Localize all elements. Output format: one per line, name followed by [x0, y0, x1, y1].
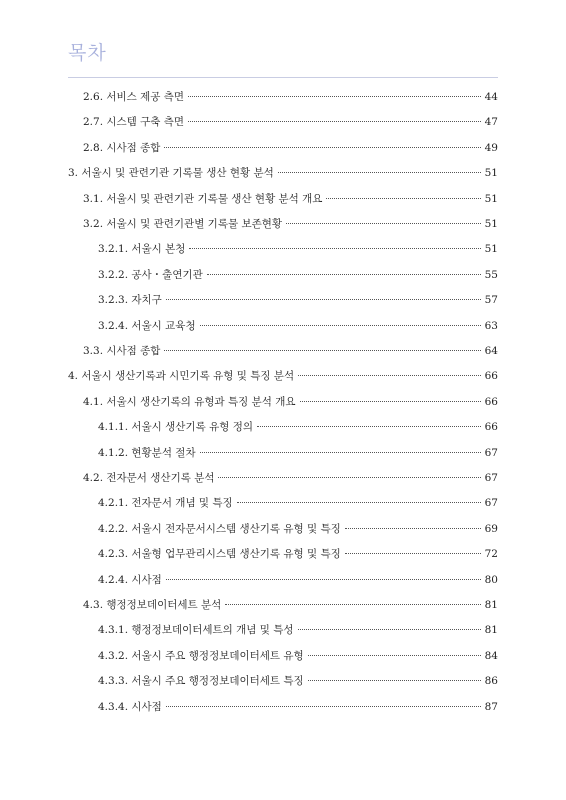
toc-entry[interactable]	[98, 239, 498, 259]
toc-entry-page-number: 51	[484, 243, 498, 256]
toc-entry-label: 4.2.1. 전자문서 개념 및 특징	[98, 497, 233, 510]
dot-leader	[164, 350, 480, 351]
toc-entry-label: 4.3.1. 행정정보데이터세트의 개념 및 특성	[98, 624, 294, 637]
toc-entry-page-number: 66	[484, 421, 498, 434]
dot-leader	[298, 629, 481, 630]
dot-leader	[188, 121, 481, 122]
toc-entry[interactable]	[98, 697, 498, 717]
toc-entry[interactable]	[83, 392, 498, 412]
dot-leader	[308, 680, 481, 681]
toc-entry-label: 2.6. 서비스 제공 측면	[83, 91, 185, 103]
toc-entry[interactable]	[98, 671, 498, 691]
toc-entry[interactable]	[98, 417, 498, 437]
toc-entry-label: 4.3.2. 서울시 주요 행정정보데이터세트 유형	[98, 649, 304, 662]
dot-leader	[326, 198, 480, 199]
toc-entry[interactable]	[98, 570, 498, 590]
dot-leader	[300, 401, 481, 402]
toc-entry[interactable]	[98, 519, 498, 539]
toc-entry-label: 3.3. 시사점 종합	[83, 345, 161, 357]
toc-entry[interactable]	[98, 290, 498, 310]
toc-entry[interactable]	[98, 620, 498, 640]
toc-entry-page-number: 81	[484, 624, 498, 637]
toc-entry[interactable]	[83, 468, 498, 488]
dot-leader	[345, 528, 481, 529]
toc-entry-page-number: 80	[484, 573, 498, 586]
toc-entry[interactable]	[83, 189, 498, 209]
toc-entry-label: 3.1. 서울시 및 관련기관 기록물 생산 현황 분석 개요	[83, 192, 323, 205]
dot-leader	[286, 223, 481, 224]
dot-leader	[166, 579, 481, 580]
dot-leader	[166, 706, 481, 707]
toc-entry-page-number: 66	[484, 395, 498, 408]
toc-entry-page-number: 69	[484, 522, 498, 535]
toc-entry-label: 3.2.4. 서울시 교육청	[98, 319, 196, 332]
dot-leader	[257, 426, 481, 427]
toc-entry[interactable]	[68, 163, 498, 183]
toc-entry-label: 4.2. 전자문서 생산기록 분석	[83, 472, 215, 484]
toc-entry[interactable]	[83, 138, 498, 158]
toc-entry-label: 3.2.3. 자치구	[98, 294, 162, 307]
toc-entry[interactable]	[98, 316, 498, 336]
toc-entry-page-number: 72	[484, 548, 498, 561]
toc-entry-page-number: 44	[484, 91, 498, 103]
dot-leader	[298, 375, 481, 376]
title-divider	[68, 77, 498, 78]
toc-entry-label: 3. 서울시 및 관련기관 기록물 생산 현황 분석	[68, 167, 274, 180]
toc-entry-label: 4.3. 행정정보데이터세트 분석	[83, 599, 222, 611]
toc-entry-page-number: 57	[484, 294, 498, 307]
toc-entry-page-number: 64	[484, 345, 498, 357]
toc-entry[interactable]	[98, 443, 498, 463]
toc-entry-label: 4.3.3. 서울시 주요 행정정보데이터세트 특징	[98, 675, 304, 688]
toc-entry-page-number: 67	[484, 446, 498, 459]
dot-leader	[189, 248, 480, 249]
toc-entry-page-number: 51	[484, 218, 498, 230]
toc-entry-page-number: 51	[484, 167, 498, 180]
toc-entry-label: 4.1.2. 현황분석 절차	[98, 446, 196, 459]
dot-leader	[278, 172, 481, 173]
dot-leader	[188, 96, 481, 97]
toc-entry-page-number: 49	[484, 141, 498, 154]
toc-entry-label: 4.2.3. 서울형 업무관리시스템 생산기록 유형 및 특징	[98, 548, 341, 561]
toc-entry-label: 2.8. 시사점 종합	[83, 141, 161, 154]
dot-leader	[207, 274, 481, 275]
toc-entry[interactable]	[98, 265, 498, 285]
toc-entry-label: 4.3.4. 시사점	[98, 700, 162, 713]
toc-entry-page-number: 47	[484, 116, 498, 129]
toc-entry[interactable]	[83, 214, 498, 234]
toc-entry-label: 3.2.1. 서울시 본청	[98, 243, 186, 256]
toc-entry-page-number: 87	[484, 700, 498, 713]
toc-entry-page-number: 86	[484, 675, 498, 688]
toc-entry-page-number: 63	[484, 319, 498, 332]
dot-leader	[225, 604, 480, 605]
toc-entry-page-number: 66	[484, 370, 498, 383]
toc-entry-label: 4.1.1. 서울시 생산기록 유형 정의	[98, 421, 253, 434]
toc-entry-label: 3.2.2. 공사・출연기관	[98, 268, 203, 281]
dot-leader	[345, 553, 481, 554]
toc-entry-page-number: 51	[484, 192, 498, 205]
toc-entry-page-number: 81	[484, 599, 498, 611]
toc-entry[interactable]	[98, 493, 498, 513]
toc-entry[interactable]	[98, 544, 498, 564]
dot-leader	[237, 502, 481, 503]
dot-leader	[200, 325, 481, 326]
dot-leader	[308, 655, 481, 656]
page-title: 목차	[68, 42, 107, 64]
dot-leader	[164, 147, 480, 148]
toc-entry-label: 4. 서울시 생산기록과 시민기록 유형 및 특징 분석	[68, 370, 295, 383]
toc-entry[interactable]	[83, 341, 498, 361]
toc-entry-label: 2.7. 시스템 구축 측면	[83, 116, 185, 129]
toc-entry-label: 4.2.4. 시사점	[98, 573, 162, 586]
toc-entry-page-number: 67	[484, 472, 498, 484]
dot-leader	[218, 477, 480, 478]
toc-entry[interactable]	[68, 366, 498, 386]
toc-entry-label: 4.1. 서울시 생산기록의 유형과 특징 분석 개요	[83, 395, 296, 408]
toc-entry-page-number: 84	[484, 649, 498, 662]
toc-entry[interactable]	[83, 595, 498, 615]
toc-entry-page-number: 67	[484, 497, 498, 510]
toc-entry[interactable]	[83, 87, 498, 107]
dot-leader	[200, 452, 481, 453]
toc-entry[interactable]	[83, 112, 498, 132]
toc-entry-page-number: 55	[484, 268, 498, 281]
toc-entry[interactable]	[98, 646, 498, 666]
toc-entry-label: 3.2. 서울시 및 관련기관별 기록물 보존현황	[83, 218, 283, 230]
toc-entry-label: 4.2.2. 서울시 전자문서시스템 생산기록 유형 및 특징	[98, 522, 341, 535]
dot-leader	[166, 299, 481, 300]
